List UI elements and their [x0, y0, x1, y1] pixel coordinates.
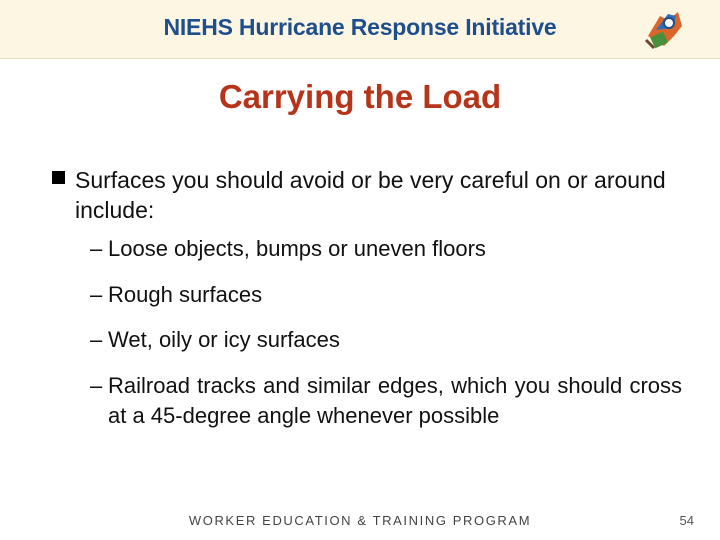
sub-item-text: Loose objects, bumps or uneven floors — [108, 236, 486, 261]
sub-item-rough-surfaces — [90, 280, 682, 310]
slide-title: Carrying the Load — [218, 78, 502, 115]
sub-item-railroad-tracks — [90, 371, 682, 431]
header-banner — [0, 0, 720, 59]
header-title: NIEHS Hurricane Response Initiative — [163, 14, 557, 40]
sub-item-wet-surfaces — [90, 325, 682, 355]
sub-item-text: Wet, oily or icy surfaces — [108, 327, 340, 352]
sub-item-loose-objects — [90, 234, 682, 264]
page-number: 54 — [679, 513, 694, 528]
dash-icon: – — [90, 236, 103, 261]
main-bullet — [52, 165, 692, 225]
sub-item-text: Railroad tracks and similar edges, which you should cross at a 45-degree angle whenever possible — [108, 373, 682, 428]
main-bullet-text: Surfaces you should avoid or be very careful on or around include: — [75, 167, 666, 223]
dash-icon: – — [90, 282, 103, 307]
square-bullet-icon — [52, 171, 65, 184]
dash-icon: – — [90, 373, 103, 398]
footer-program-name: WORKER EDUCATION & TRAINING PROGRAM — [188, 513, 532, 528]
hurricane-response-logo-icon — [638, 6, 688, 54]
dash-icon: – — [90, 327, 103, 352]
sub-item-text: Rough surfaces — [108, 282, 263, 307]
